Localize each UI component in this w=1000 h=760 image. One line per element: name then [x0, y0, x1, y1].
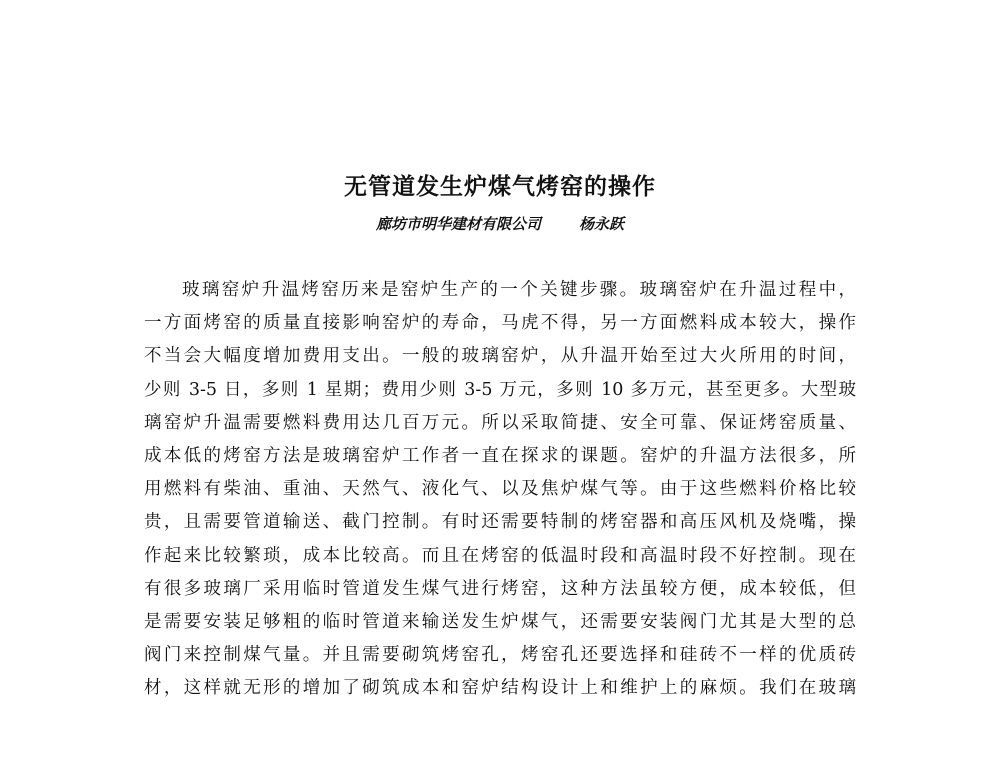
byline [0, 213, 1000, 234]
body-line: 不当会大幅度增加费用支出。一般的玻璃窑炉，从升温开始至过大火所用的时间， [144, 346, 856, 367]
body-line: 材，这样就无形的增加了砌筑成本和窑炉结构设计上和维护上的麻烦。我们在玻璃 [144, 678, 856, 699]
body-line: 是需要安装足够粗的临时管道来输送发生炉煤气，还需要安装阀门尤其是大型的总 [144, 611, 856, 632]
author: 杨永跃 [579, 215, 625, 233]
body-line: 作起来比较繁琐，成本比较高。而且在烤窑的低温时段和高温时段不好控制。现在 [144, 545, 856, 566]
article-title: 无管道发生炉煤气烤窑的操作 [344, 174, 656, 200]
affiliation: 廊坊市明华建材有限公司 [375, 215, 541, 233]
article-body [144, 274, 856, 705]
body-line: 璃窑炉升温需要燃料费用达几百万元。所以采取简捷、安全可靠、保证烤窑质量、 [144, 412, 856, 433]
body-line: 阀门来控制煤气量。并且需要砌筑烤窑孔，烤窑孔还要选择和硅砖不一样的优质砖 [144, 645, 856, 666]
body-line: 少则 3-5 日，多则 1 星期；费用少则 3-5 万元，多则 10 多万元，甚至更多。大型玻 [144, 379, 856, 400]
body-line: 玻璃窑炉升温烤窑历来是窑炉生产的一个关键步骤。玻璃窑炉在升温过程中， [182, 280, 856, 300]
body-line: 贵，且需要管道输送、截门控制。有时还需要特制的烤窑器和高压风机及烧嘴，操 [144, 512, 856, 533]
body-line: 成本低的烤窑方法是玻璃窑炉工作者一直在探求的课题。窑炉的升温方法很多，所 [144, 445, 856, 466]
body-line: 有很多玻璃厂采用临时管道发生煤气进行烤窑，这种方法虽较方便，成本较低，但 [144, 578, 856, 599]
body-line: 一方面烤窑的质量直接影响窑炉的寿命，马虎不得，另一方面燃料成本较大，操作 [144, 313, 856, 334]
body-line: 用燃料有柴油、重油、天然气、液化气、以及焦炉煤气等。由于这些燃料价格比较 [144, 479, 856, 500]
